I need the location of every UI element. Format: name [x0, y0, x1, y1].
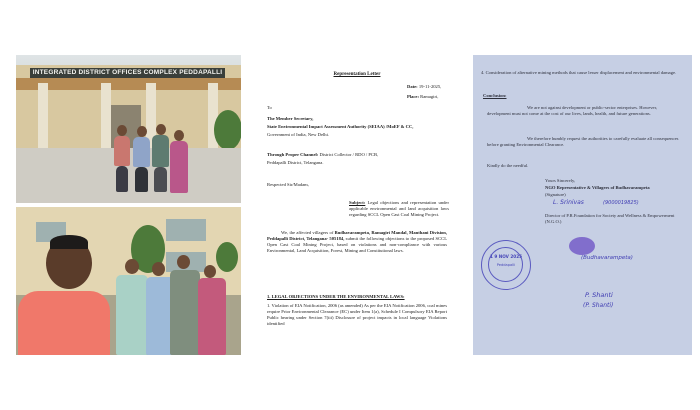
recipient-line3: Government of India, New Delhi. [267, 132, 329, 137]
para1-start: We, the affected villagers of [281, 230, 334, 235]
person-head [174, 130, 184, 141]
stamp-date: 1 9 NOV 2025 [489, 254, 523, 259]
conclusion-heading: Conclusion: [483, 93, 507, 98]
person-head [204, 265, 216, 278]
representation-letter-page [247, 55, 467, 355]
conclusion-paragraph-2: We therefore humbly request the authorities to carefully evaluate all consequences before granting Environmental Clearance. [487, 136, 679, 148]
paragraph-objections [267, 230, 447, 254]
building-window [166, 219, 206, 241]
person-legs [116, 166, 128, 192]
person-hair [50, 235, 88, 249]
letter-to: To [267, 105, 272, 110]
yours-sincerely: Yours Sincerely, [545, 178, 576, 183]
subject-label: Subject: [349, 200, 366, 205]
person-saree [170, 141, 188, 193]
para1-end: submit the following objections to the proposed SCCL Open Cast Coal Mining Project, based on violations and non-compliance with various Environmental, Land Acquisition, Forest, Mining and Constitutional laws. [267, 236, 448, 253]
photo-district-office-group [16, 55, 241, 203]
office-stamp [481, 240, 531, 290]
letter-date [407, 84, 441, 90]
subject [349, 200, 449, 218]
person [170, 270, 200, 355]
person-head [117, 125, 127, 136]
thumb-impression [569, 237, 595, 255]
photo-villagers-selfie [16, 207, 241, 355]
person-head [156, 124, 166, 135]
letter-heading: Representation Letter [333, 72, 381, 77]
tree [216, 242, 238, 272]
channel-line [267, 152, 378, 158]
kindly-do-needful: Kindly do the needful. [487, 163, 529, 168]
recipient-line2: State Environmental Impact Assessment Authority (SEIAA) /MoEF & CC, [267, 124, 414, 129]
office-signboard: INTEGRATED DISTRICT OFFICES COMPLEX PEDDAPALLI [30, 68, 225, 78]
signed-letter-page [473, 55, 692, 355]
person-saree [198, 278, 226, 355]
stamp-text: Peddapalli [496, 263, 516, 267]
person-legs [135, 167, 148, 192]
section-heading: 1. LEGAL OBJECTIONS UNDER THE ENVIRONMENTAL LAWS: [267, 294, 405, 299]
person-shirt [18, 291, 110, 355]
subject-text: Legal objections and representation under applicable environmental and land acquisition laws regarding SCCL Open Cast Coal Mining Project. [349, 200, 450, 217]
salutation: Respected Sir/Madam, [267, 182, 309, 187]
person-head [125, 259, 139, 274]
handwritten-initials-1: P. Shanti [585, 291, 613, 299]
person-head [177, 255, 190, 269]
person [114, 136, 130, 166]
channel-value: District Collector / RDO / PCB, [319, 152, 379, 157]
para1-villages: Budhavarampeta, Ramagiri Mandal, Manthani Division, Peddapalli District, Telangana- 505184, [267, 230, 447, 241]
letter-place [407, 94, 438, 100]
recipient-line1: The Member Secretary, [267, 116, 314, 121]
date-label: Date: [407, 84, 418, 89]
conclusion-paragraph-1: We are not against development or public-sector enterprises. However, development must not come at the cost of our lives, lands, health, and future generations. [487, 105, 658, 117]
person [152, 135, 169, 167]
person-head [137, 126, 147, 137]
handwritten-signature-name: L. Srinivas [553, 199, 584, 206]
person-legs [154, 167, 167, 192]
signatory-line1: NGO Representative & Villagers of Budhavarampeta [545, 185, 650, 190]
signatory-role: Director of P.R.Foundation for Society and Wellness & Empowerment (N.G.O.) [545, 213, 675, 225]
channel-line2: Peddapalli District, Telangana. [267, 160, 324, 165]
handwritten-initials-2: (P. Shanti) [583, 302, 614, 309]
tree [214, 110, 241, 150]
handwritten-village-note: (Budhavarampeta) [581, 255, 633, 261]
point-4-text: 4. Consideration of alternative mining methods that cause lesser displacement and environmental damage. [481, 70, 677, 75]
legal-point-1: 1. Violation of EIA Notification, 2006 (as amended) As per the EIA Notification 2006, coal mines require Prior Environmental Clearance (EC) under Item 1(a), Schedule I Compulsory EIA Report Public hearing under Section 7(iii) Disclosure of project impacts in local language Violations identified [267, 303, 447, 326]
handwritten-phone: (9000019825) [603, 200, 639, 206]
person [133, 137, 150, 167]
place-value: Ramagiri, [420, 94, 439, 99]
person [116, 275, 148, 355]
date-value: 19-11-2025, [418, 84, 442, 89]
channel-label: Through Proper Channel: [267, 152, 319, 157]
signatory-line2: (Signature) [545, 192, 566, 197]
place-label: Place: [407, 94, 419, 99]
person-head [152, 262, 165, 276]
